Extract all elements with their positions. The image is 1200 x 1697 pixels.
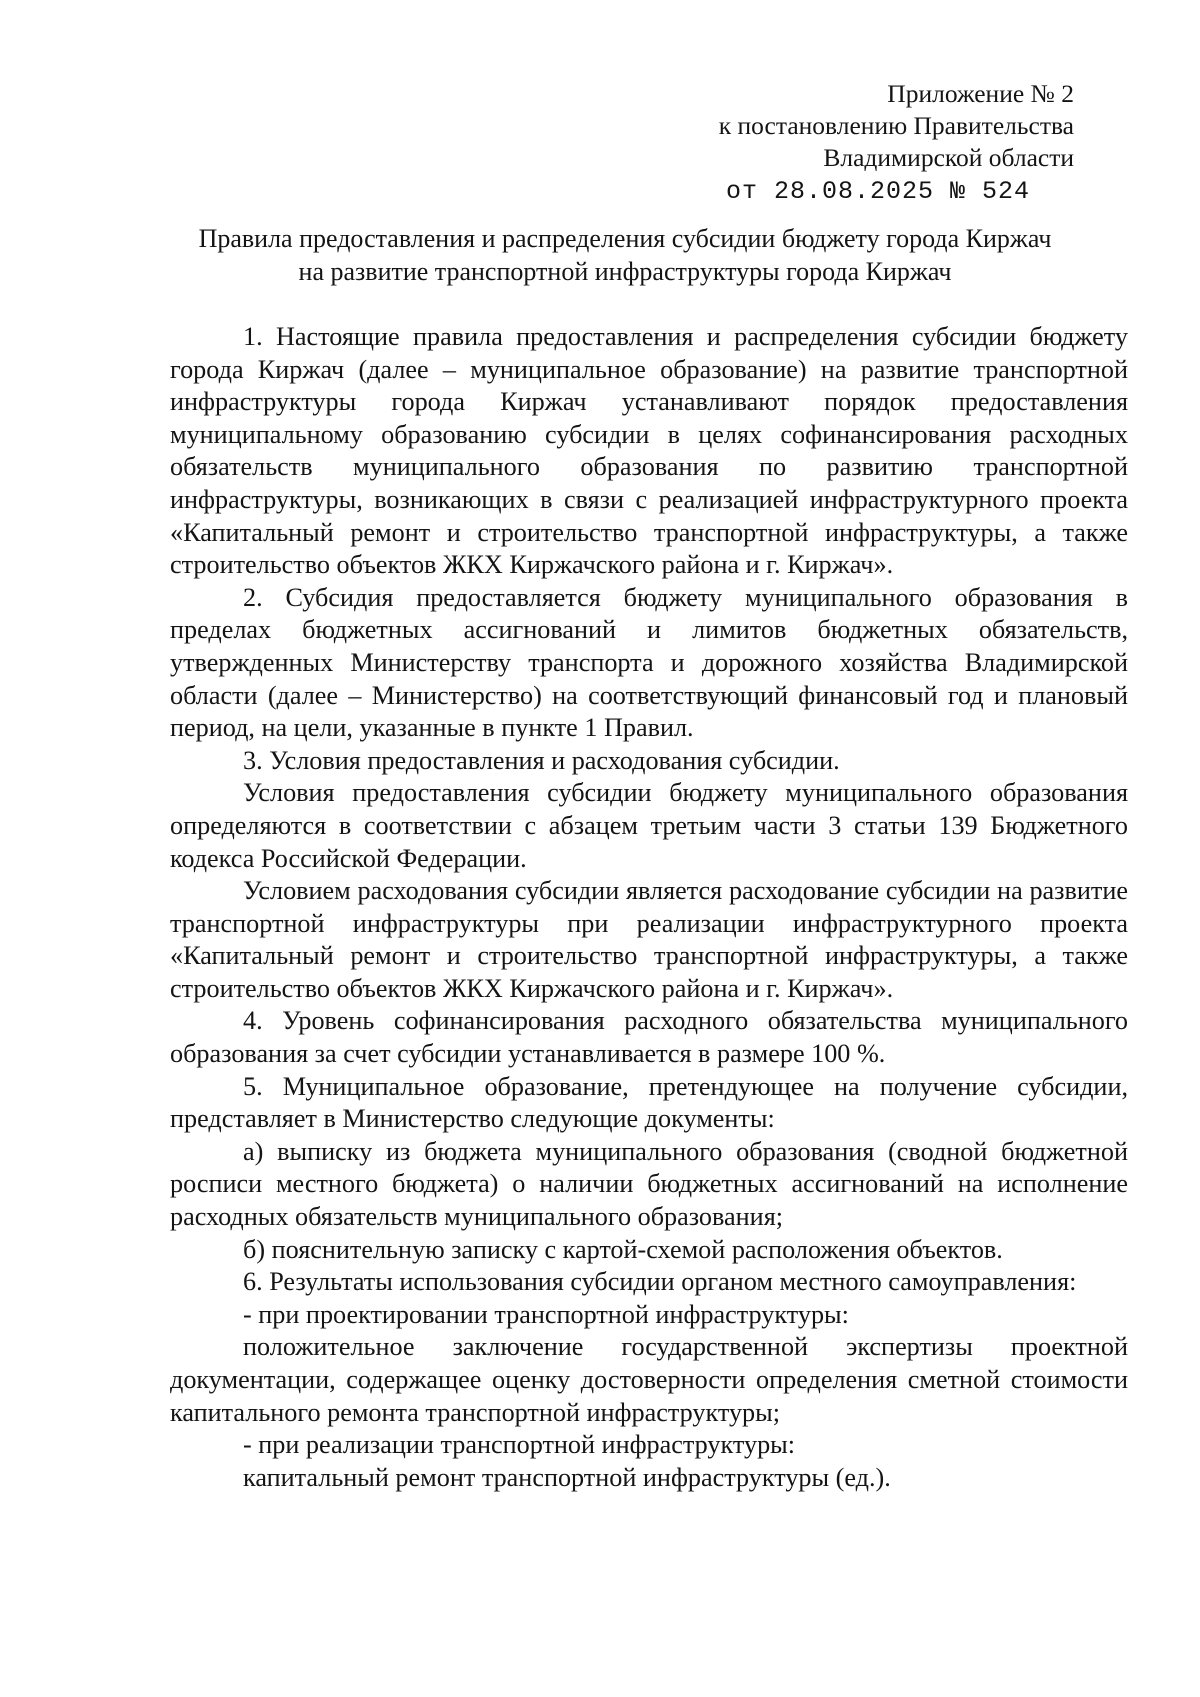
document-title — [160, 222, 1090, 288]
paragraph-1: 1. Настоящие правила предоставления и распределения субсидии бюджету города Киржач (далее – муниципальное образование) на развитие транспортной инфраструктуры города Киржач устанавливают порядок предоставления муниципальному образованию субсидии в целях софинансирования расходных обязательств муниципального образования по развитию транспортной инфраструктуры, возникающих в связи с реализацией инфраструктурного проекта «Капитальный ремонт и строительство транспортной инфраструктуры, а также строительство объектов ЖКХ Киржачского района и г. Киржач». — [170, 322, 1128, 580]
document-body — [170, 321, 1128, 1494]
paragraph-6: 6. Результаты использования субсидии органом местного самоуправления: — [243, 1267, 1077, 1297]
paragraph-5-b: б) пояснительную записку с картой-схемой расположения объектов. — [243, 1234, 1003, 1264]
appendix-resolution: к постановлению Правительства — [718, 111, 1074, 140]
appendix-header — [719, 78, 1074, 208]
resolution-date-number: от 28.08.2025 № 524 — [725, 177, 1030, 206]
appendix-number: Приложение № 2 — [887, 79, 1074, 108]
paragraph-3-conditions: Условия предоставления субсидии бюджету муниципального образования определяются в соответствии с абзацем третьим части 3 статьи 139 Бюджетного кодекса Российской Федерации. — [170, 778, 1128, 873]
title-line-1: Правила предоставления и распределения субсидии бюджету города Киржач — [198, 224, 1052, 253]
paragraph-5-a: а) выписку из бюджета муниципального образования (сводной бюджетной росписи местного бюджета) о наличии бюджетных ассигнований на исполнение расходных обязательств муниципального образования; — [170, 1136, 1128, 1232]
paragraph-6-design-result: положительное заключение государственной экспертизы проектной документации, содержащее оценку достоверности определения сметной стоимости капитального ремонта транспортной инфраструктуры; — [170, 1332, 1128, 1427]
paragraph-6-implementation: - при реализации транспортной инфраструктуры: — [243, 1430, 796, 1460]
title-line-2: на развитие транспортной инфраструктуры города Киржач — [298, 257, 952, 286]
paragraph-3: 3. Условия предоставления и расходования субсидии. — [243, 745, 840, 775]
paragraph-3-spending: Условием расходования субсидии является расходование субсидии на развитие транспортной инфраструктуры при реализации инфраструктурного проекта «Капитальный ремонт и строительство транспортной инфраструктуры, а также строительство объектов ЖКХ Киржачского района и г. Киржач». — [170, 876, 1128, 1003]
paragraph-5: 5. Муниципальное образование, претендующее на получение субсидии, представляет в Министерство следующие документы: — [170, 1071, 1128, 1134]
paragraph-2: 2. Субсидия предоставляется бюджету муниципального образования в пределах бюджетных ассигнований и лимитов бюджетных обязательств, утвержденных Министерству транспорта и дорожного хозяйства Владимирской области (далее – Министерство) на соответствующий финансовый год и плановый период, на цели, указанные в пункте 1 Правил. — [170, 582, 1128, 743]
paragraph-6-implementation-result: капитальный ремонт транспортной инфраструктуры (ед.). — [243, 1462, 891, 1492]
appendix-region: Владимирской области — [823, 143, 1074, 172]
paragraph-6-design: - при проектировании транспортной инфраструктуры: — [243, 1299, 849, 1329]
paragraph-4: 4. Уровень софинансирования расходного обязательства муниципального образования за счет субсидии устанавливается в размере 100 %. — [170, 1006, 1128, 1069]
